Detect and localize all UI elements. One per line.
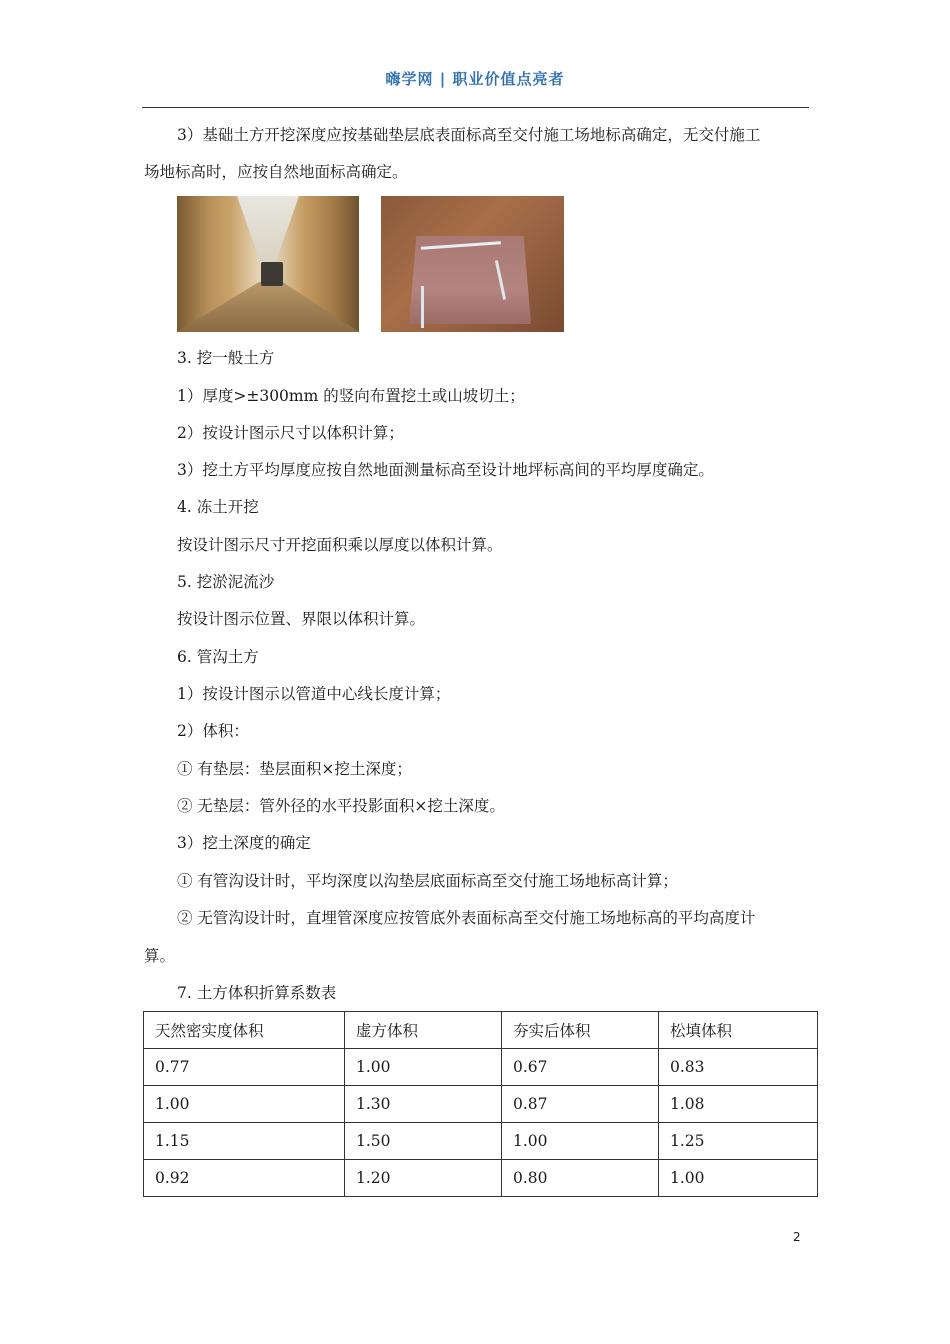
list-item: ① 有垫层：垫层面积×挖土深度； [177, 760, 412, 778]
paragraph-foundation-depth-line2: 场地标高时，应按自然地面标高确定。 [144, 163, 408, 181]
trench-excavation-photo [177, 196, 359, 332]
table-header-row [144, 1012, 818, 1049]
foundation-pit-photo [381, 196, 564, 332]
table-cell: 0.77 [144, 1049, 345, 1086]
page-header-title: 嗨学网 | 职业价值点亮者 [385, 70, 565, 88]
section-heading-silt-sand: 5. 挖淤泥流沙 [177, 573, 275, 591]
list-item: 3）挖土方平均厚度应按自然地面测量标高至设计地坪标高间的平均厚度确定。 [177, 461, 714, 479]
table-cell: 1.00 [144, 1086, 345, 1123]
table-cell: 0.83 [659, 1049, 818, 1086]
paragraph-foundation-depth-line1: 3）基础土方开挖深度应按基础垫层底表面标高至交付施工场地标高确定，无交付施工 [177, 126, 761, 144]
list-item-line2: 算。 [144, 947, 176, 965]
table-row [144, 1160, 818, 1197]
table-cell: 1.08 [659, 1086, 818, 1123]
table-cell: 0.87 [502, 1086, 659, 1123]
table-cell: 1.00 [502, 1123, 659, 1160]
header-divider [142, 107, 809, 108]
list-item-line1: ② 无管沟设计时，直埋管深度应按管底外表面标高至交付施工场地标高的平均高度计 [177, 909, 756, 927]
list-item: 3）挖土深度的确定 [177, 834, 311, 852]
table-cell: 1.30 [345, 1086, 502, 1123]
list-item: ② 无垫层：管外径的水平投影面积×挖土深度。 [177, 797, 505, 815]
table-cell: 1.00 [345, 1049, 502, 1086]
table-cell: 1.25 [659, 1123, 818, 1160]
page-number: 2 [793, 1230, 801, 1244]
table-cell: 0.80 [502, 1160, 659, 1197]
table-row [144, 1049, 818, 1086]
table-header-cell: 夯实后体积 [502, 1012, 659, 1049]
paragraph: 按设计图示位置、界限以体积计算。 [177, 610, 426, 628]
list-item: 2）按设计图示尺寸以体积计算； [177, 424, 404, 442]
table-header-cell: 虚方体积 [345, 1012, 502, 1049]
table-cell: 1.50 [345, 1123, 502, 1160]
table-cell: 1.20 [345, 1160, 502, 1197]
table-cell: 1.00 [659, 1160, 818, 1197]
table-header-cell: 天然密实度体积 [144, 1012, 345, 1049]
table-header-cell: 松填体积 [659, 1012, 818, 1049]
table-cell: 1.15 [144, 1123, 345, 1160]
list-item: ① 有管沟设计时，平均深度以沟垫层底面标高至交付施工场地标高计算； [177, 872, 678, 890]
paragraph: 按设计图示尺寸开挖面积乘以厚度以体积计算。 [177, 536, 503, 554]
volume-conversion-table [143, 1011, 818, 1197]
list-item: 2）体积： [177, 722, 249, 740]
table-cell: 0.67 [502, 1049, 659, 1086]
table-row [144, 1123, 818, 1160]
section-heading-general-earthwork: 3. 挖一般土方 [177, 349, 275, 367]
section-heading-frozen-soil: 4. 冻土开挖 [177, 498, 259, 516]
list-item: 1）厚度>±300mm 的竖向布置挖土或山坡切土； [177, 387, 525, 405]
list-item: 1）按设计图示以管道中心线长度计算； [177, 685, 451, 703]
section-heading-pipe-trench: 6. 管沟土方 [177, 648, 259, 666]
table-row [144, 1086, 818, 1123]
section-heading-volume-table: 7. 土方体积折算系数表 [177, 984, 337, 1002]
table-cell: 0.92 [144, 1160, 345, 1197]
